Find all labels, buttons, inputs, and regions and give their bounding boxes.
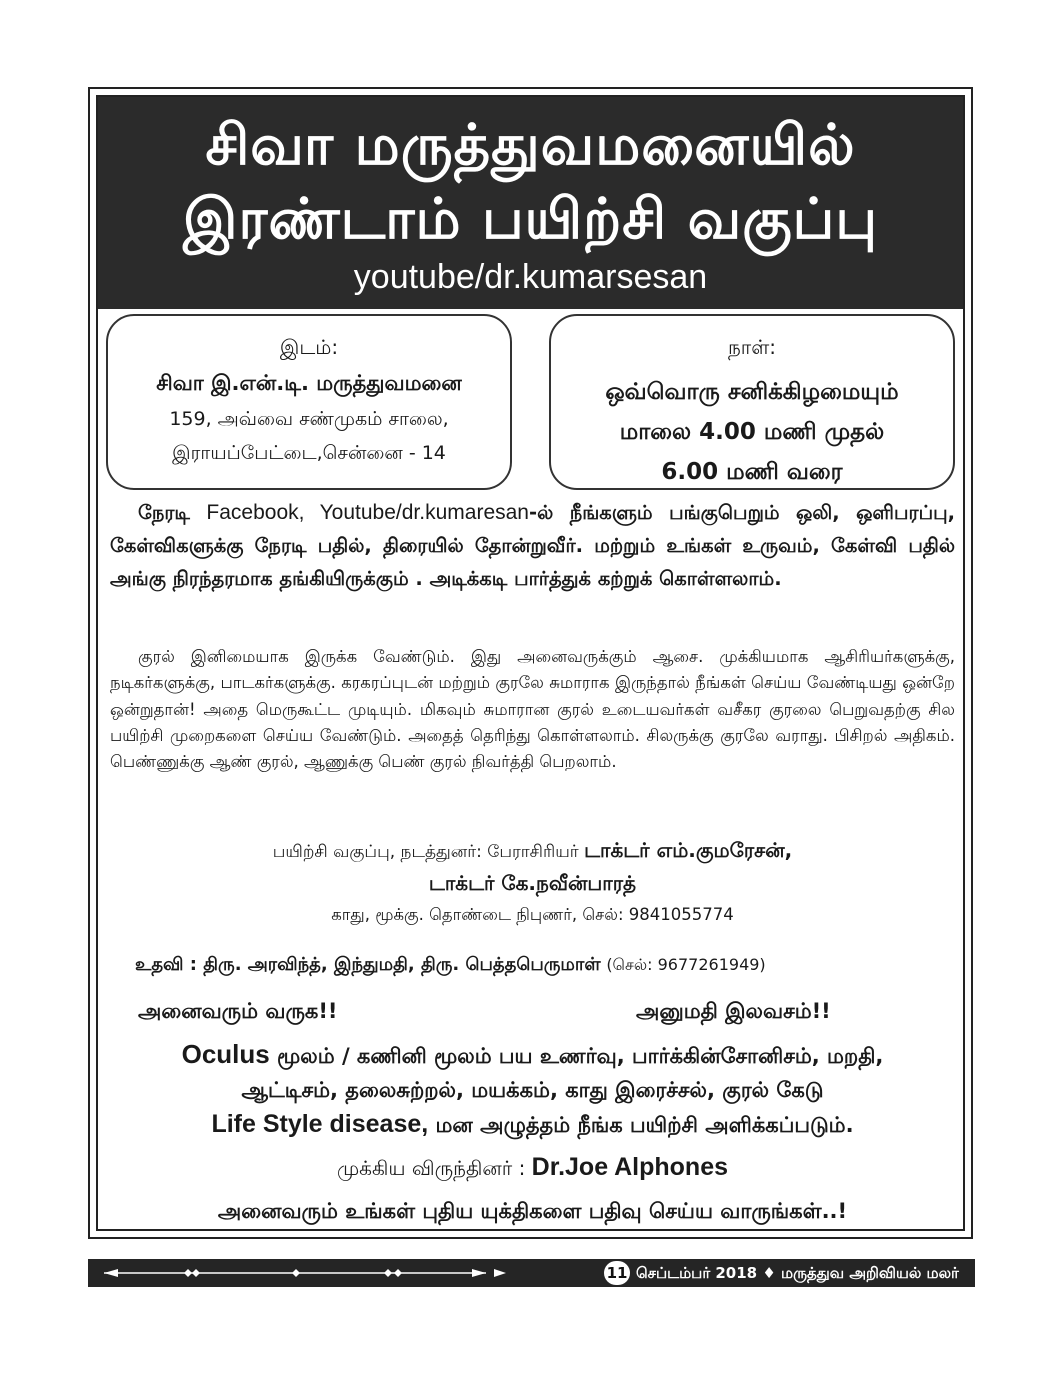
help-phone: (செல்: 9677261949) bbox=[606, 955, 766, 974]
oculus-line-1 bbox=[110, 1036, 955, 1074]
venue-name: சிவா இ.என்.டி. மருத்துவமனை bbox=[156, 371, 462, 395]
venue-label: இடம்: bbox=[279, 335, 339, 359]
chief-guest-name: Dr.Joe Alphones bbox=[531, 1153, 729, 1181]
oculus-line-3 bbox=[110, 1106, 955, 1143]
venue-box bbox=[106, 314, 512, 490]
oculus-line-2: ஆட்டிசம், தலைசுற்றல், மயக்கம், காது இரைச்சல், குரல் கேடு bbox=[241, 1078, 824, 1102]
schedule-box bbox=[549, 314, 955, 490]
title-line-1: சிவா மருத்துவமனையில் bbox=[205, 113, 856, 178]
venue-address-line-2: இராயப்பேட்டை,சென்னை - 14 bbox=[172, 442, 446, 464]
schedule-line-2: மாலை 4.00 மணி முதல் bbox=[619, 419, 885, 445]
para1-word: நேரடி bbox=[138, 501, 190, 524]
free-entry-text: அனுமதி இலவசம்!! bbox=[636, 999, 831, 1023]
live-broadcast-paragraph bbox=[110, 496, 955, 595]
para1-latin: Facebook, Youtube/dr.kumaresan bbox=[206, 501, 529, 524]
page-footer bbox=[88, 1259, 975, 1287]
page-number: 11 bbox=[604, 1261, 630, 1285]
title-line-2: இரண்டாம் பயிற்சி வகுப்பு bbox=[182, 187, 879, 252]
youtube-channel: youtube/dr.kumarsesan bbox=[353, 258, 708, 296]
help-line bbox=[135, 951, 960, 979]
schedule-label: நாள்: bbox=[727, 335, 777, 359]
header-banner bbox=[98, 97, 963, 309]
organizer-name-1: டாக்டர் எம்.குமரேசன், bbox=[584, 838, 793, 862]
voice-training-paragraph bbox=[110, 644, 955, 775]
oculus-line-1-rest: மூலம் / கணினி மூலம் பய உணர்வு, பார்க்கின்சோனிசம், மறதி, bbox=[277, 1044, 884, 1068]
schedule-line-3: 6.00 மணி வரை bbox=[661, 459, 843, 485]
venue-address-line-1: 159, அவ்வை சண்முகம் சாலை, bbox=[169, 408, 449, 430]
organizer-specialty: காது, மூக்கு. தொண்டை நிபுணர், செல்: 9841055774 bbox=[331, 905, 734, 924]
para1-rest: -ல் நீங்களும் பங்குபெறும் ஒலி, ஒளிபரப்பு, கேள்விகளுக்கு நேரடி பதில், திரையில் தோன்றுவீர். மற்றும் உங்கள் உருவம், கேள்வி பதில் அங்கு நிரந்தரமாக தங்கியிருக்கும் . அடிக்கடி பார்த்துக் கற்றுக் கொள்ளலாம். bbox=[110, 501, 955, 590]
organizers-prefix: பயிற்சி வகுப்பு, நடத்துனர்: பேராசிரியர் bbox=[272, 842, 579, 862]
oculus-word: Oculus bbox=[181, 1039, 270, 1069]
lifestyle-disease-text: Life Style disease, bbox=[211, 1110, 429, 1138]
organizers-line-1 bbox=[110, 836, 955, 866]
para2-text: குரல் இனிமையாக இருக்க வேண்டும். இது அனைவருக்கும் ஆசை. முக்கியமாக ஆசிரியர்களுக்கு, நடிகர்களுக்கு, பாடகர்களுக்கு. கரகரப்புடன் மற்றும் குரலே சுமாராக இருந்தால் நீங்கள் செய்ய வேண்டியது ஒன்றே ஒன்றுதான்! அதை மெருகூட்ட முடியும். மிகவும் சுமாரான குரல் உடையவர்கள் வசீகர குரலை பெறுவதற்கு சில பயிற்சி முறைகளை செய்ய வேண்டும். அதைத் தெரிந்து கொள்ளலாம். சிலருக்கு குரலே வராது. பிசிறல் அதிகம். பெண்ணுக்கு ஆண் குரல், ஆணுக்கு பெண் குரல் நிவர்த்தி பெறலாம். bbox=[110, 647, 955, 772]
chief-guest-label: முக்கிய விருந்தினர் : bbox=[336, 1156, 526, 1180]
oculus-line-3-rest: மன அழுத்தம் நீங்க பயிற்சி அளிக்கப்படும். bbox=[435, 1113, 854, 1137]
schedule-line-1: ஒவ்வொரு சனிக்கிழமையும் bbox=[605, 379, 899, 405]
invitation-text: அனைவரும் உங்கள் புதிய யுக்திகளை பதிவு செய்ய வாருங்கள்..! bbox=[217, 1199, 848, 1223]
chief-guest-line bbox=[110, 1151, 955, 1184]
organizer-name-2: டாக்டர் கே.நவீன்பாரத் bbox=[428, 871, 637, 895]
footer-issue-text: செப்டம்பர் 2018 ♦ மருத்துவ அறிவியல் மலர் bbox=[636, 1264, 959, 1282]
help-names: உதவி : திரு. அரவிந்த், இந்துமதி, திரு. பெத்தபெருமாள் bbox=[135, 954, 601, 975]
welcome-text: அனைவரும் வருக!! bbox=[138, 999, 338, 1023]
